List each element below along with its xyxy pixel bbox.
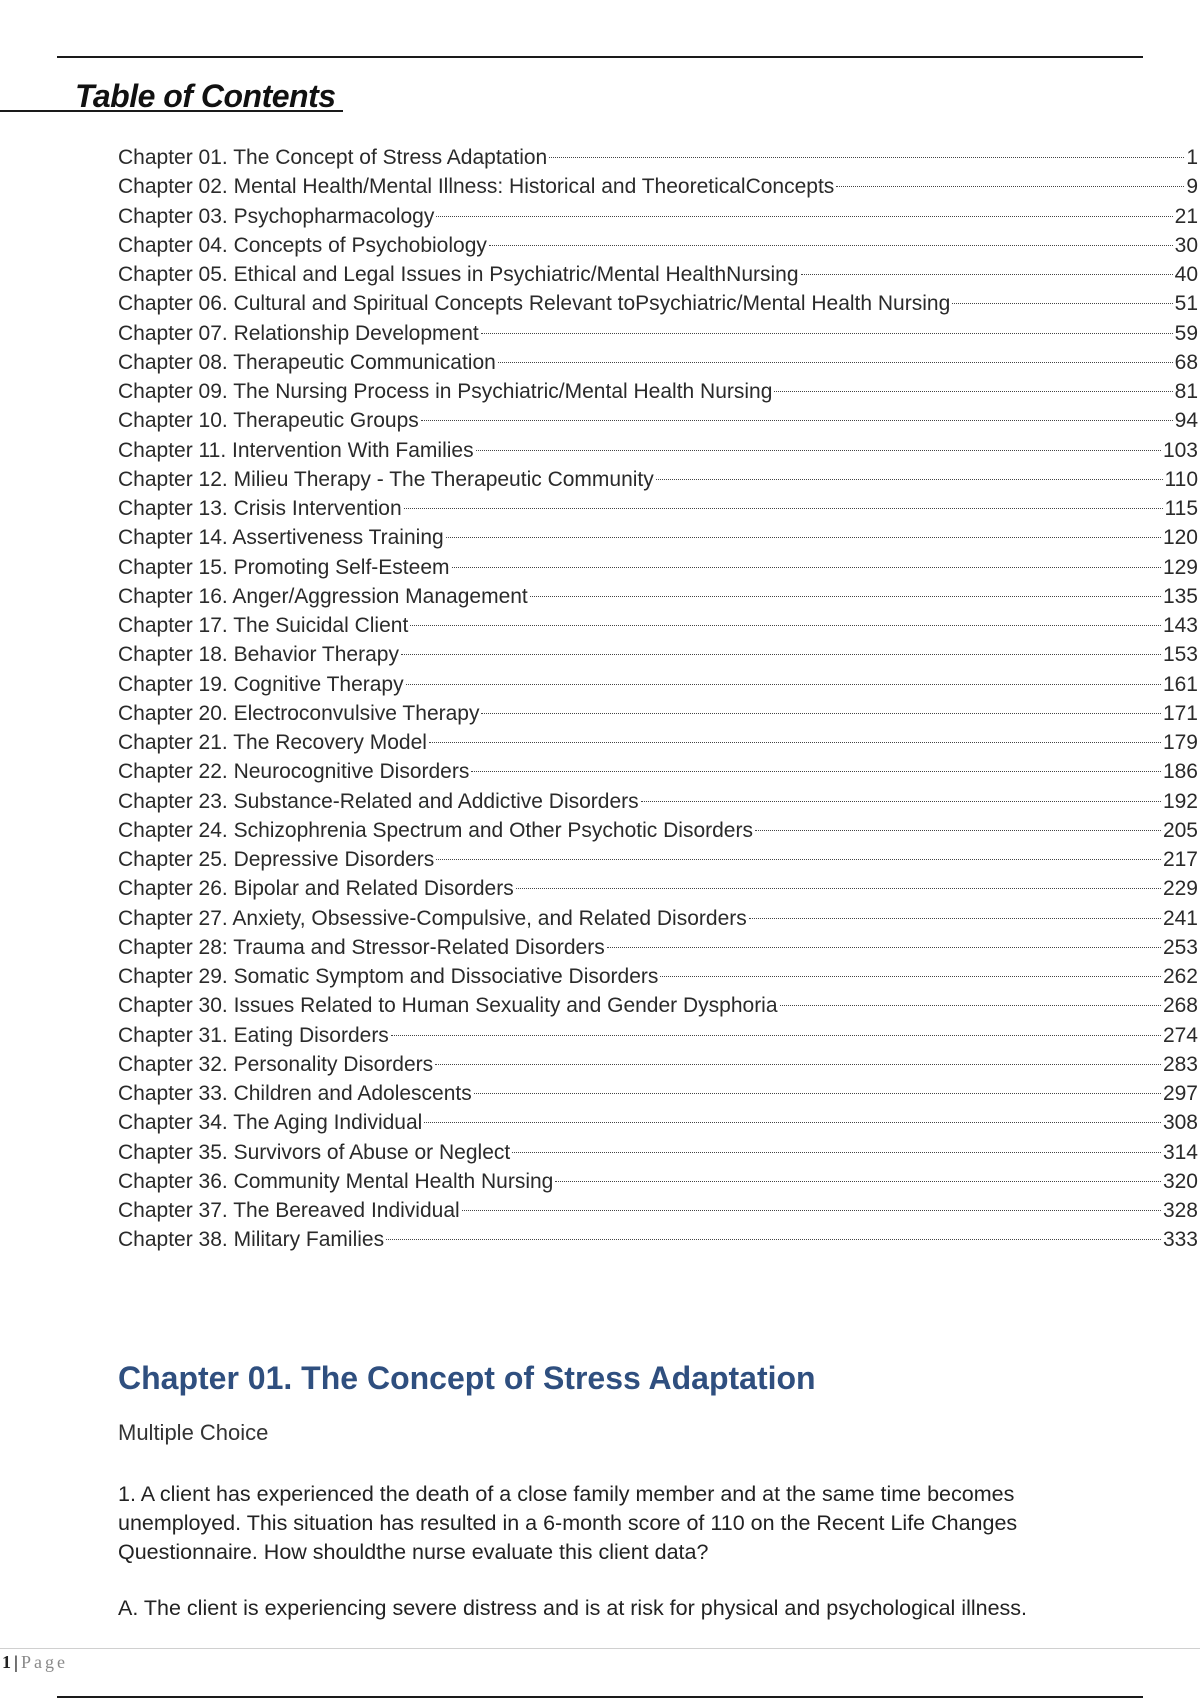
toc-entry-label: Chapter 21. The Recovery Model <box>118 731 427 754</box>
title-underline <box>0 110 343 112</box>
toc-entry-label: Chapter 17. The Suicidal Client <box>118 614 409 637</box>
footer-rule <box>0 1648 1200 1649</box>
toc-entry-page: 253 <box>1162 935 1198 959</box>
toc-entry[interactable] <box>118 322 1198 351</box>
toc-entry-label: Chapter 14. Assertiveness Training <box>118 526 444 550</box>
toc-entry-label: Chapter 31. Eating Disorders <box>118 1023 389 1047</box>
toc-dot-leader <box>498 362 1173 363</box>
toc-entry[interactable] <box>118 731 1198 760</box>
toc-entry-label: Chapter 15. Promoting Self-Esteem <box>118 555 450 579</box>
toc-entry-label: Chapter 05. Ethical and Legal Issues in Psychiatric/Mental HealthNursing <box>118 263 799 286</box>
toc-dot-leader <box>481 713 1160 714</box>
toc-entry-page: 186 <box>1162 760 1198 784</box>
toc-entry-label: Chapter 24. Schizophrenia Spectrum and Other Psychotic Disorders <box>118 818 753 842</box>
toc-entry-page: 283 <box>1162 1052 1198 1076</box>
toc-dot-leader <box>836 186 1184 187</box>
toc-dot-leader <box>489 245 1173 246</box>
toc-dot-leader <box>952 303 1172 304</box>
toc-entry[interactable] <box>118 936 1198 965</box>
toc-entry-page: 120 <box>1162 526 1198 550</box>
toc-entry-label: Chapter 11. Intervention With Families <box>118 438 474 462</box>
toc-entry-page: 241 <box>1162 906 1198 930</box>
toc-entry[interactable] <box>118 1082 1198 1111</box>
toc-entry-label: Chapter 30. Issues Related to Human Sexuality and Gender Dysphoria <box>118 994 778 1018</box>
toc-entry-page: 297 <box>1162 1082 1198 1105</box>
toc-entry-page: 135 <box>1162 584 1198 608</box>
toc-entry[interactable] <box>118 1228 1198 1257</box>
toc-entry-page: 171 <box>1162 701 1198 725</box>
toc-entry[interactable] <box>118 643 1198 672</box>
toc-entry-label: Chapter 06. Cultural and Spiritual Concepts Relevant toPsychiatric/Mental Health Nursing <box>118 292 951 316</box>
page-number: 1 <box>2 1652 11 1672</box>
table-of-contents <box>118 146 1198 1258</box>
toc-entry-label: Chapter 19. Cognitive Therapy <box>118 672 404 696</box>
toc-entry[interactable] <box>118 556 1198 585</box>
toc-entry-page: 153 <box>1162 643 1198 667</box>
toc-dot-leader <box>516 888 1161 889</box>
toc-entry-page: 30 <box>1174 233 1198 257</box>
toc-entry-label: Chapter 37. The Bereaved Individual <box>118 1199 460 1222</box>
toc-entry-page: 229 <box>1162 877 1198 901</box>
toc-entry-label: Chapter 36. Community Mental Health Nursing <box>118 1169 554 1193</box>
toc-entry[interactable] <box>118 965 1198 994</box>
toc-dot-leader <box>555 1181 1161 1182</box>
toc-dot-leader <box>436 859 1161 860</box>
answer-option-a: A. The client is experiencing severe distress and is at risk for physical and psychological illness. <box>118 1596 1028 1620</box>
toc-dot-leader <box>429 742 1161 743</box>
toc-entry-page: 94 <box>1174 409 1198 433</box>
toc-entry-label: Chapter 28: Trauma and Stressor-Related Disorders <box>118 935 605 959</box>
toc-entry-label: Chapter 02. Mental Health/Mental Illness: Historical and TheoreticalConcepts <box>118 175 835 199</box>
toc-entry-label: Chapter 22. Neurocognitive Disorders <box>118 760 470 784</box>
toc-dot-leader <box>446 537 1161 538</box>
toc-dot-leader <box>549 157 1184 158</box>
toc-entry-label: Chapter 08. Therapeutic Communication <box>118 350 496 374</box>
toc-entry[interactable] <box>118 526 1198 555</box>
toc-entry[interactable] <box>118 205 1198 234</box>
toc-entry-label: Chapter 12. Milieu Therapy - The Therapeutic Community <box>118 467 654 491</box>
page-word: Page <box>20 1652 68 1672</box>
toc-entry[interactable] <box>118 702 1198 731</box>
toc-dot-leader <box>424 1122 1161 1123</box>
toc-dot-leader <box>410 625 1161 626</box>
toc-entry-page: 81 <box>1174 380 1198 403</box>
toc-entry-label: Chapter 20. Electroconvulsive Therapy <box>118 701 480 725</box>
toc-entry[interactable] <box>118 1053 1198 1082</box>
toc-entry-page: 333 <box>1162 1228 1198 1252</box>
toc-dot-leader <box>476 450 1161 451</box>
toc-dot-leader <box>421 420 1173 421</box>
toc-entry-label: Chapter 18. Behavior Therapy <box>118 643 399 667</box>
toc-dot-leader <box>660 976 1161 977</box>
toc-entry-page: 205 <box>1162 818 1198 842</box>
toc-entry-label: Chapter 16. Anger/Aggression Management <box>118 584 528 608</box>
toc-entry[interactable] <box>118 907 1198 936</box>
page-title: Table of Contents <box>75 78 336 114</box>
toc-entry-label: Chapter 35. Survivors of Abuse or Neglect <box>118 1140 511 1164</box>
toc-entry[interactable] <box>118 263 1198 292</box>
toc-entry-label: Chapter 04. Concepts of Psychobiology <box>118 233 487 257</box>
toc-entry[interactable] <box>118 497 1198 526</box>
toc-dot-leader <box>471 771 1161 772</box>
toc-dot-leader <box>391 1035 1161 1036</box>
toc-dot-leader <box>386 1239 1161 1240</box>
toc-entry-page: 161 <box>1162 672 1198 696</box>
toc-entry-label: Chapter 25. Depressive Disorders <box>118 848 435 871</box>
toc-dot-leader <box>801 274 1173 275</box>
toc-entry-label: Chapter 34. The Aging Individual <box>118 1111 423 1135</box>
toc-entry-page: 262 <box>1162 965 1198 988</box>
toc-entry-page: 328 <box>1162 1199 1198 1222</box>
toc-dot-leader <box>435 1064 1161 1065</box>
toc-dot-leader <box>774 391 1172 392</box>
toc-entry-page: 21 <box>1174 204 1198 228</box>
toc-entry[interactable] <box>118 439 1198 468</box>
toc-entry[interactable] <box>118 1141 1198 1170</box>
toc-entry[interactable] <box>118 848 1198 877</box>
toc-entry-label: Chapter 01. The Concept of Stress Adaptation <box>118 146 548 169</box>
toc-entry[interactable] <box>118 585 1198 614</box>
toc-entry-page: 110 <box>1164 467 1198 491</box>
footer-bottom-rule <box>57 1696 1143 1698</box>
toc-entry-label: Chapter 32. Personality Disorders <box>118 1052 434 1076</box>
toc-entry[interactable] <box>118 673 1198 702</box>
toc-entry[interactable] <box>118 1111 1198 1140</box>
toc-entry[interactable] <box>118 175 1198 204</box>
toc-entry[interactable] <box>118 468 1198 497</box>
question-text: 1. A client has experienced the death of a close family member and at the same time becomes unemployed. This situation has resulted in a 6-month score of 110 on the Recent Life Changes Questionnaire. How shouldthe nurse evaluate this client data? <box>118 1482 1018 1564</box>
toc-dot-leader <box>530 596 1161 597</box>
toc-entry-page: 115 <box>1164 497 1198 520</box>
toc-entry-label: Chapter 07. Relationship Development <box>118 321 479 345</box>
toc-entry-page: 129 <box>1162 555 1198 579</box>
toc-entry[interactable] <box>118 614 1198 643</box>
toc-dot-leader <box>401 654 1161 655</box>
toc-entry-label: Chapter 03. Psychopharmacology <box>118 204 435 228</box>
toc-dot-leader <box>780 1005 1161 1006</box>
toc-dot-leader <box>462 1210 1161 1211</box>
toc-entry-label: Chapter 33. Children and Adolescents <box>118 1082 472 1105</box>
toc-entry-page: 68 <box>1174 350 1198 374</box>
toc-entry[interactable] <box>118 1199 1198 1228</box>
toc-dot-leader <box>641 801 1161 802</box>
toc-entry[interactable] <box>118 380 1198 409</box>
toc-entry-page: 103 <box>1162 438 1198 462</box>
toc-entry-label: Chapter 13. Crisis Intervention <box>118 497 402 520</box>
toc-entry[interactable] <box>118 760 1198 789</box>
toc-entry-page: 314 <box>1162 1140 1198 1164</box>
toc-entry-page: 51 <box>1174 292 1198 316</box>
toc-dot-leader <box>755 830 1161 831</box>
page-footer <box>2 1652 68 1673</box>
toc-entry-page: 179 <box>1162 731 1198 754</box>
toc-entry-label: Chapter 38. Military Families <box>118 1228 385 1252</box>
toc-entry[interactable] <box>118 351 1198 380</box>
toc-dot-leader <box>452 567 1161 568</box>
toc-entry-label: Chapter 26. Bipolar and Related Disorders <box>118 877 514 901</box>
toc-dot-leader <box>436 216 1172 217</box>
toc-entry-label: Chapter 29. Somatic Symptom and Dissociative Disorders <box>118 965 659 988</box>
toc-entry-page: 320 <box>1162 1169 1198 1193</box>
toc-entry[interactable] <box>118 409 1198 438</box>
toc-entry-label: Chapter 10. Therapeutic Groups <box>118 409 419 433</box>
toc-entry[interactable] <box>118 292 1198 321</box>
toc-dot-leader <box>512 1152 1161 1153</box>
toc-entry[interactable] <box>118 1024 1198 1053</box>
chapter-heading: Chapter 01. The Concept of Stress Adaptation <box>118 1360 816 1396</box>
toc-entry-page: 268 <box>1162 994 1198 1018</box>
toc-entry[interactable] <box>118 790 1198 819</box>
toc-dot-leader <box>607 947 1161 948</box>
toc-entry[interactable] <box>118 819 1198 848</box>
toc-entry[interactable] <box>118 1170 1198 1199</box>
toc-entry-page: 40 <box>1174 263 1198 286</box>
header-rule <box>57 56 1143 58</box>
toc-entry[interactable] <box>118 877 1198 906</box>
toc-entry-page: 143 <box>1162 614 1198 637</box>
footer-separator: | <box>14 1652 18 1672</box>
toc-dot-leader <box>481 333 1173 334</box>
toc-entry-page: 1 <box>1186 146 1198 169</box>
toc-dot-leader <box>404 508 1163 509</box>
toc-entry[interactable] <box>118 234 1198 263</box>
section-label: Multiple Choice <box>118 1420 269 1445</box>
toc-dot-leader <box>474 1093 1161 1094</box>
toc-entry-page: 308 <box>1162 1111 1198 1135</box>
toc-entry-page: 217 <box>1162 848 1198 871</box>
toc-entry-page: 192 <box>1162 789 1198 813</box>
toc-entry-label: Chapter 27. Anxiety, Obsessive-Compulsive, and Related Disorders <box>118 906 747 930</box>
toc-dot-leader <box>656 479 1163 480</box>
toc-dot-leader <box>749 918 1161 919</box>
toc-entry-page: 59 <box>1174 321 1198 345</box>
toc-entry[interactable] <box>118 146 1198 175</box>
toc-dot-leader <box>406 684 1161 685</box>
toc-entry[interactable] <box>118 994 1198 1023</box>
toc-entry-page: 9 <box>1186 175 1198 199</box>
toc-entry-label: Chapter 23. Substance-Related and Addictive Disorders <box>118 789 639 813</box>
toc-entry-page: 274 <box>1162 1023 1198 1047</box>
toc-entry-label: Chapter 09. The Nursing Process in Psychiatric/Mental Health Nursing <box>118 380 773 403</box>
